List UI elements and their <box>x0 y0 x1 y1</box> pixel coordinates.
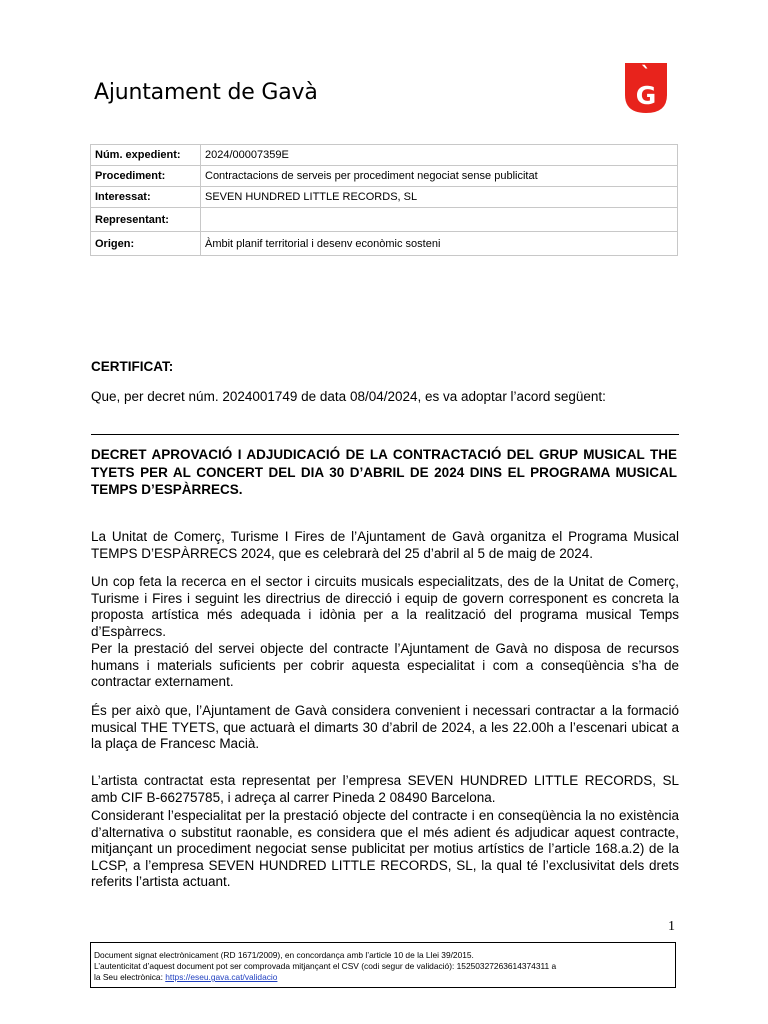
divider <box>91 434 679 435</box>
footer-line-prefix: la Seu electrònica: <box>94 972 166 982</box>
paragraph: L’artista contractat esta representat per l’empresa SEVEN HUNDRED LITTLE RECORDS, SL amb CIF B-66275785, i adreça al carrer Pineda 2 08490 Barcelona. <box>91 773 679 805</box>
case-info-table <box>90 144 678 256</box>
paragraph: La Unitat de Comerç, Turisme I Fires de l’Ajuntament de Gavà organitza el Programa Musical TEMPS D’ESPÀRRECS 2024, que es celebrarà del 25 d’abril al 5 de maig de 2024. <box>91 529 679 561</box>
decree-title: DECRET APROVACIÓ I ADJUDICACIÓ DE LA CONTRACTACIÓ DEL GRUP MUSICAL THE TYETS PER AL CONCERT DEL DIA 30 D’ABRIL DE 2024 DINS EL PROGRAMA MUSICAL TEMPS D’ESPÀRRECS. <box>91 447 677 497</box>
paragraph: És per això que, l’Ajuntament de Gavà considera convenient i necessari contractar a la formació musical THE TYETS, que actuarà el dimarts 30 d’abril de 2024, a les 22.00h a l’escenari ubicat a la plaça de Francesc Macià. <box>91 703 679 751</box>
table-row <box>91 208 678 232</box>
row-label: Procediment: <box>91 166 201 187</box>
certificat-heading: CERTIFICAT: <box>91 359 174 374</box>
gava-logo-icon <box>623 61 669 115</box>
paragraph: Considerant l’especialitat per la prestació objecte del contracte i en conseqüència la no existència d’alternativa o substitut raonable, es considera que el més adient és adjudicar aquest contracte, mitjançant un procediment negociat sense publicitat per motius artístics de l’article 168.a.2) de la LCSP, a l’empresa SEVEN HUNDRED LITTLE RECORDS, SL, la qual té l’exclusivitat dels drets referits l’artista actuant. <box>91 808 679 889</box>
row-value: Contractacions de serveis per procediment negociat sense publicitat <box>201 166 678 187</box>
logo-letter: G <box>635 81 657 110</box>
intro-text: Que, per decret núm. 2024001749 de data 08/04/2024, es va adoptar l’acord següent: <box>91 389 606 404</box>
table-row <box>91 232 678 256</box>
paragraph: Per la prestació del servei objecte del contracte l’Ajuntament de Gavà no disposa de recursos humans i materials suficients per cobrir aquesta especialitat i com a conseqüència s’ha de contractar externament. <box>91 641 679 689</box>
footer-line: Document signat electrònicament (RD 1671/2009), en concordança amb l’article 10 de la Llei 39/2015. <box>94 950 474 960</box>
row-label: Núm. expedient: <box>91 145 201 166</box>
table-row <box>91 145 678 166</box>
paragraph: Un cop feta la recerca en el sector i circuits musicals especialitzats, des de la Unitat de Comerç, Turisme i Fires i seguint les directrius de direcció i equip de govern corresponent es concreta la proposta artística més adequada i idònia per a la realització del programa musical Temps d’Espàrrecs. <box>91 574 679 639</box>
row-label: Interessat: <box>91 187 201 208</box>
validation-link[interactable]: https://eseu.gava.cat/validacio <box>165 972 278 982</box>
organization-name: Ajuntament de Gavà <box>94 80 318 105</box>
row-value: 2024/00007359E <box>201 145 678 166</box>
table-row <box>91 166 678 187</box>
table-row <box>91 187 678 208</box>
row-label: Origen: <box>91 232 201 256</box>
row-value: Àmbit planif territorial i desenv econòmic sosteni <box>201 232 678 256</box>
footer-line <box>94 972 672 983</box>
footer-line: L’autenticitat d’aquest document pot ser comprovada mitjançant el CSV (codi segur de validació): 15250327263614374311 a <box>94 961 557 971</box>
signature-footer <box>90 942 676 988</box>
row-label: Representant: <box>91 208 201 232</box>
row-value <box>201 208 678 232</box>
row-value: SEVEN HUNDRED LITTLE RECORDS, SL <box>201 187 678 208</box>
logo-accent: ` <box>641 62 651 86</box>
page-number: 1 <box>668 919 675 934</box>
